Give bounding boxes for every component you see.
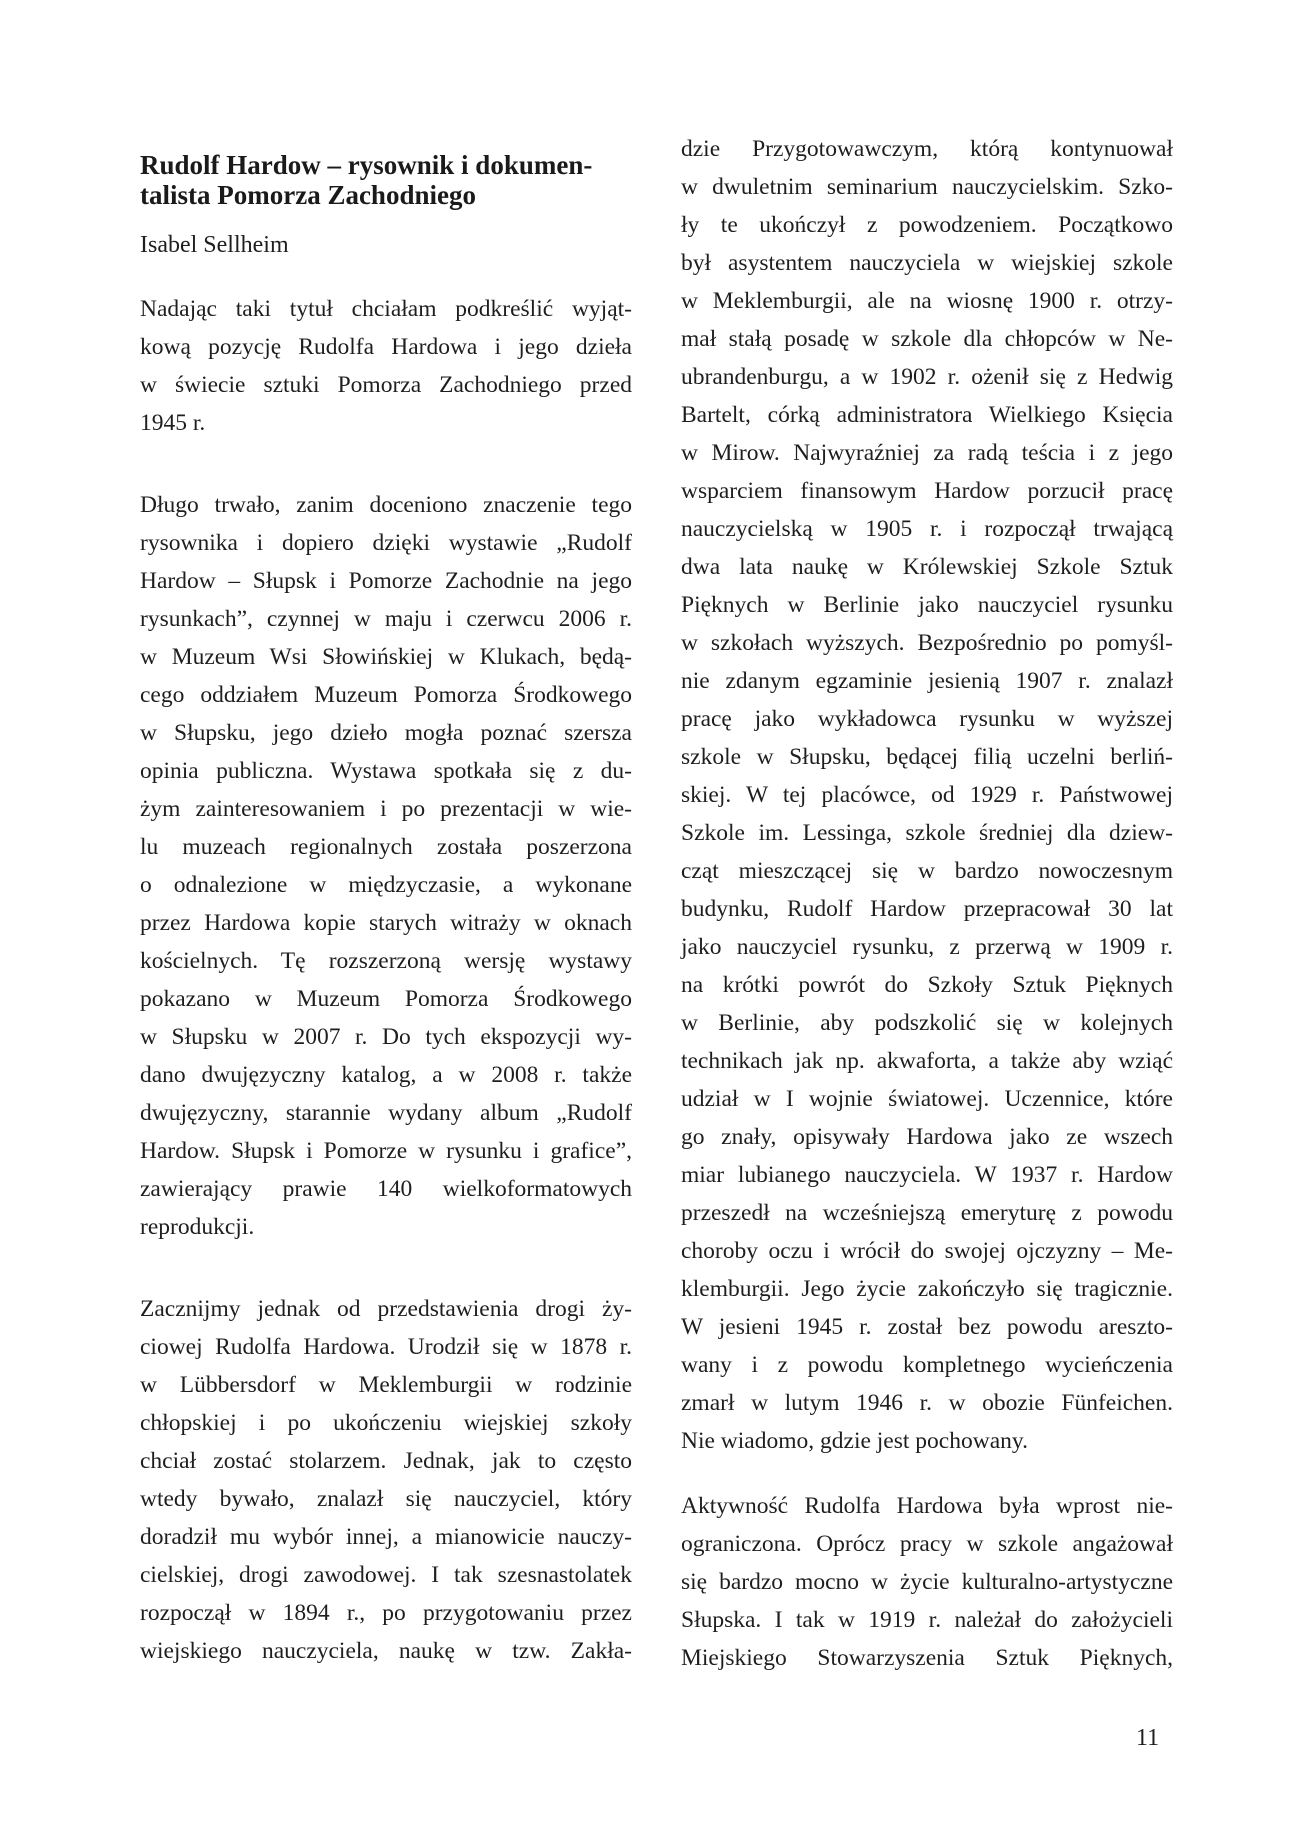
text-line: dzie Przygotowawczym, którą kontynuował <box>681 136 1173 162</box>
text-line: rysunkach”, czynnej w maju i czerwcu 2006 r. <box>140 606 632 632</box>
text-line: chłopskiej i po ukończeniu wiejskiej szkoły <box>140 1410 632 1436</box>
text-line: miar lubianego nauczyciela. W 1937 r. Hardow <box>681 1162 1173 1188</box>
text-line: kościelnych. Tę rozszerzoną wersję wystawy <box>140 948 632 974</box>
text-line: w Meklemburgii, ale na wiosnę 1900 r. otrzy- <box>681 288 1173 314</box>
text-line: Miejskiego Stowarzyszenia Sztuk Pięknych, <box>681 1645 1173 1671</box>
text-line: w Mirow. Najwyraźniej za radą teścia i z jego <box>681 440 1173 466</box>
article-title <box>140 150 660 210</box>
text-line: pokazano w Muzeum Pomorza Środkowego <box>140 986 632 1012</box>
text-line: choroby oczu i wrócił do swojej ojczyzny – Me- <box>681 1238 1173 1264</box>
text-line: pracę jako wykładowca rysunku w wyższej <box>681 706 1173 732</box>
text-line: Hardow. Słupsk i Pomorze w rysunku i grafice”, <box>140 1138 632 1164</box>
text-line: w Słupsku w 2007 r. Do tych ekspozycji wy- <box>140 1024 632 1050</box>
text-line: udział w I wojnie światowej. Uczennice, które <box>681 1086 1173 1112</box>
text-line: wiejskiego nauczyciela, naukę w tzw. Zakła- <box>140 1638 632 1664</box>
text-line: ubrandenburgu, a w 1902 r. ożenił się z Hedwig <box>681 364 1173 390</box>
text-line: ły te ukończył z powodzeniem. Początkowo <box>681 212 1173 238</box>
text-line: go znały, opisywały Hardowa jako ze wszech <box>681 1124 1173 1150</box>
text-line: opinia publiczna. Wystawa spotkała się z du- <box>140 758 632 784</box>
text-line: jako nauczyciel rysunku, z przerwą w 1909 r. <box>681 934 1173 960</box>
paragraph-biography-start <box>140 1290 632 1670</box>
text-line: doradził mu wybór innej, a mianowicie nauczy- <box>140 1524 632 1550</box>
text-line: przez Hardowa kopie starych witraży w oknach <box>140 910 632 936</box>
article-title-line: Rudolf Hardow – rysownik i dokumen- <box>140 150 593 181</box>
text-line: klemburgii. Jego życie zakończyło się tragicznie. <box>681 1276 1173 1302</box>
article-author: Isabel Sellheim <box>140 232 289 258</box>
text-line: w Muzeum Wsi Słowińskiej w Klukach, będą- <box>140 644 632 670</box>
text-line: w świecie sztuki Pomorza Zachodniego przed <box>140 372 632 398</box>
text-line: Pięknych w Berlinie jako nauczyciel rysunku <box>681 592 1173 618</box>
text-line: kową pozycję Rudolfa Hardowa i jego dzieła <box>140 334 632 360</box>
paragraph-intro <box>140 290 632 442</box>
article-title-line: talista Pomorza Zachodniego <box>140 180 476 211</box>
text-line: budynku, Rudolf Hardow przepracował 30 lat <box>681 896 1173 922</box>
text-line: o odnalezione w międzyczasie, a wykonane <box>140 872 632 898</box>
text-line: Zacznijmy jednak od przedstawienia drogi ży- <box>140 1296 632 1322</box>
text-line: nie zdanym egzaminie jesienią 1907 r. znalazł <box>681 668 1173 694</box>
text-line: mał stałą posadę w szkole dla chłopców w Ne- <box>681 326 1173 352</box>
text-line: rysownika i dopiero dzięki wystawie „Rudolf <box>140 530 632 556</box>
text-line: wsparciem finansowym Hardow porzucił pracę <box>681 478 1173 504</box>
text-line: wtedy bywało, znalazł się nauczyciel, który <box>140 1486 632 1512</box>
text-line: W jesieni 1945 r. został bez powodu areszto- <box>681 1314 1173 1340</box>
text-line: przeszedł na wcześniejszą emeryturę z powodu <box>681 1200 1173 1226</box>
text-line: Szkole im. Lessinga, szkole średniej dla dziew- <box>681 820 1173 846</box>
text-line: reprodukcji. <box>140 1214 255 1240</box>
text-line: cząt mieszczącej się w bardzo nowoczesnym <box>681 858 1173 884</box>
text-line: ograniczona. Oprócz pracy w szkole angażował <box>681 1531 1173 1557</box>
text-line: na krótki powrót do Szkoły Sztuk Pięknych <box>681 972 1173 998</box>
paragraph-activity <box>681 1487 1173 1677</box>
text-line: cielskiej, drogi zawodowej. I tak szesnastolatek <box>140 1562 632 1588</box>
text-line: był asystentem nauczyciela w wiejskiej szkole <box>681 250 1173 276</box>
text-line: skiej. W tej placówce, od 1929 r. Państwowej <box>681 782 1173 808</box>
text-line: lu muzeach regionalnych została poszerzona <box>140 834 632 860</box>
text-line: 1945 r. <box>140 410 206 436</box>
text-line: Nadając taki tytuł chciałam podkreślić wyjąt- <box>140 296 632 322</box>
text-line: w Słupsku, jego dzieło mogła poznać szersza <box>140 720 632 746</box>
text-line: Słupska. I tak w 1919 r. należał do założycieli <box>681 1607 1173 1633</box>
text-line: zmarł w lutym 1946 r. w obozie Fünfeichen. <box>681 1390 1173 1416</box>
text-line: w Lübbersdorf w Meklemburgii w rodzinie <box>140 1372 632 1398</box>
text-line: się bardzo mocno w życie kulturalno-artystyczne <box>681 1569 1173 1595</box>
text-line: dano dwujęzyczny katalog, a w 2008 r. także <box>140 1062 632 1088</box>
text-line: rozpoczął w 1894 r., po przygotowaniu przez <box>140 1600 632 1626</box>
text-line: wany i z powodu kompletnego wycieńczenia <box>681 1352 1173 1378</box>
paragraph-exhibition <box>140 486 632 1246</box>
text-line: ciowej Rudolfa Hardowa. Urodził się w 1878 r. <box>140 1334 632 1360</box>
text-line: chciał zostać stolarzem. Jednak, jak to często <box>140 1448 632 1474</box>
text-line: dwujęzyczny, starannie wydany album „Rudolf <box>140 1100 632 1126</box>
text-line: Hardow – Słupsk i Pomorze Zachodnie na jego <box>140 568 632 594</box>
paragraph-biography-continued <box>681 130 1173 1460</box>
text-line: Nie wiadomo, gdzie jest pochowany. <box>681 1428 1028 1454</box>
text-line: szkole w Słupsku, będącej filią uczelni berliń- <box>681 744 1173 770</box>
text-line: Długo trwało, zanim doceniono znaczenie tego <box>140 492 632 518</box>
text-line: żym zainteresowaniem i po prezentacji w wie- <box>140 796 632 822</box>
text-line: dwa lata naukę w Królewskiej Szkole Sztuk <box>681 554 1173 580</box>
text-line: w szkołach wyższych. Bezpośrednio po pomyśl- <box>681 630 1173 656</box>
text-line: w Berlinie, aby podszkolić się w kolejnych <box>681 1010 1173 1036</box>
text-line: w dwuletnim seminarium nauczycielskim. Szko- <box>681 174 1173 200</box>
text-line: Bartelt, córką administratora Wielkiego Księcia <box>681 402 1173 428</box>
text-line: technikach jak np. akwaforta, a także aby wziąć <box>681 1048 1173 1074</box>
text-line: nauczycielską w 1905 r. i rozpoczął trwającą <box>681 516 1173 542</box>
text-line: zawierający prawie 140 wielkoformatowych <box>140 1176 632 1202</box>
page-number: 11 <box>1136 1725 1160 1751</box>
text-line: cego oddziałem Muzeum Pomorza Środkowego <box>140 682 632 708</box>
text-line: Aktywność Rudolfa Hardowa była wprost nie- <box>681 1493 1173 1519</box>
